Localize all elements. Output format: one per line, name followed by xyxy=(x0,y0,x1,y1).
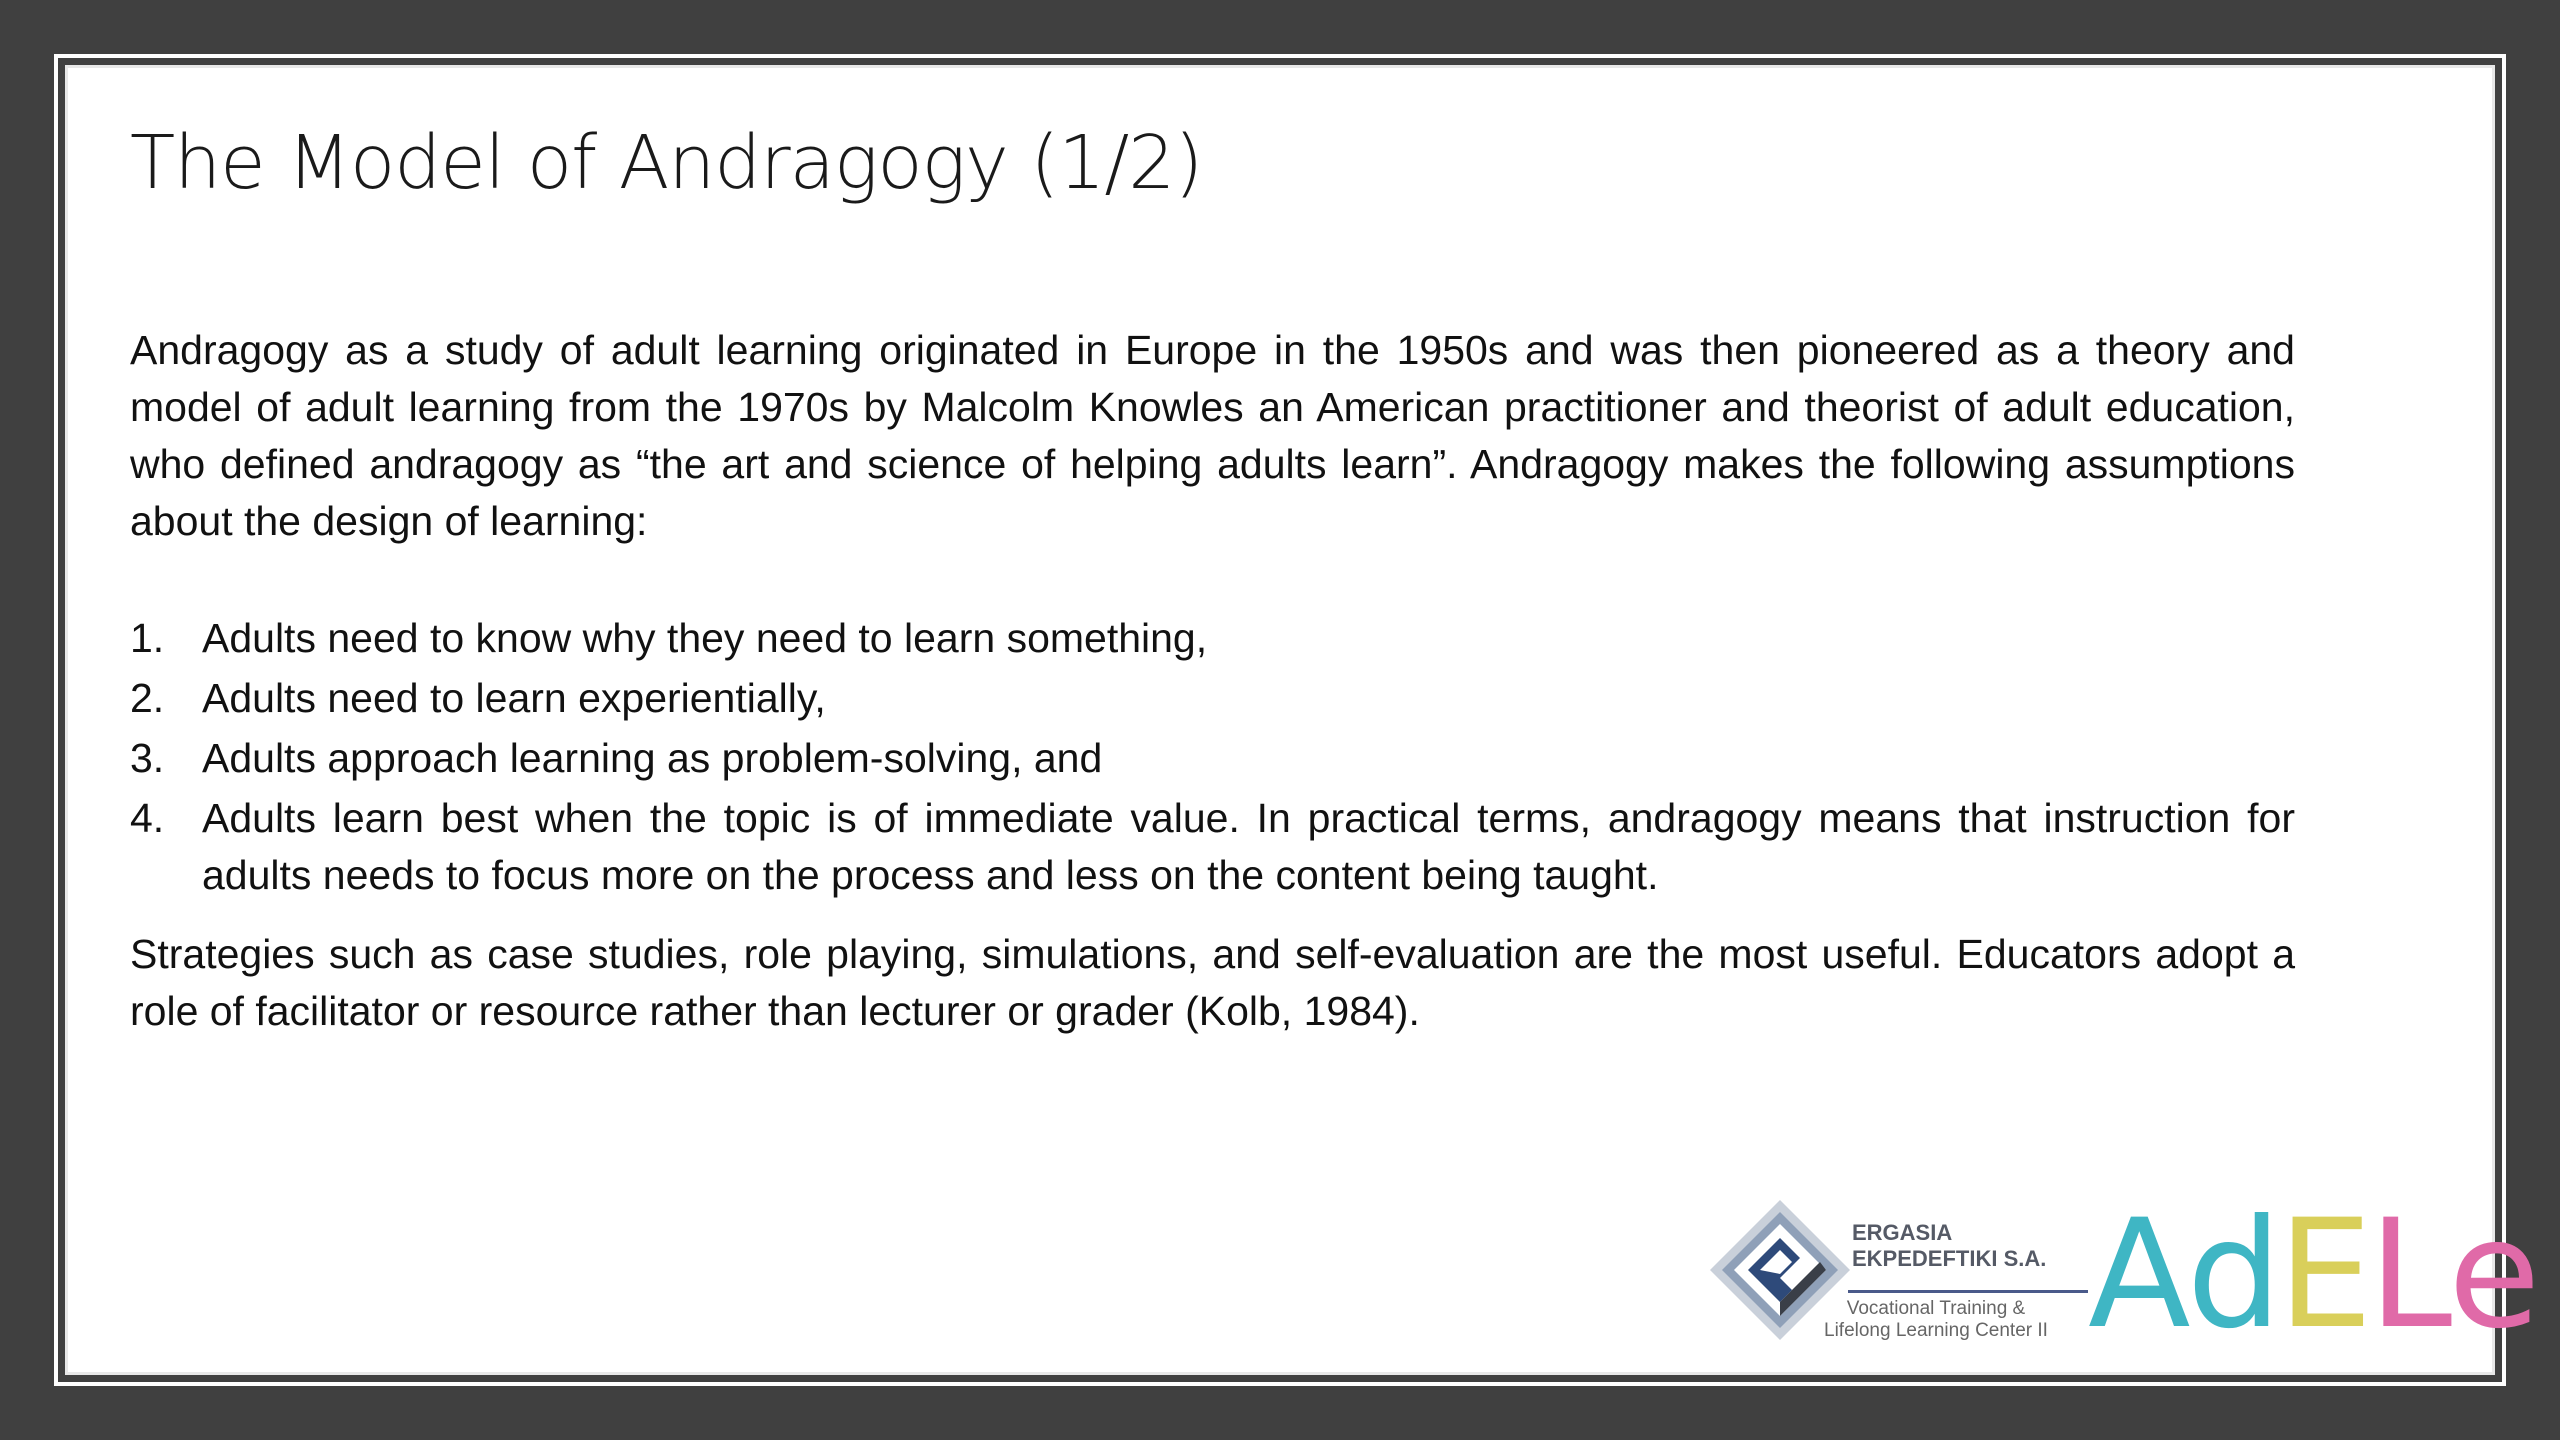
adele-letter: e xyxy=(2448,1188,2537,1362)
ergasia-tagline-line1: Vocational Training & xyxy=(1846,1298,2026,1319)
list-item-number: 2. xyxy=(130,675,165,721)
adele-letter: L xyxy=(2368,1188,2449,1362)
ergasia-name-line2: EKPEDEFTIKI S.A. xyxy=(1852,1246,2047,1271)
slide-body xyxy=(130,322,2295,1040)
ergasia-company-name xyxy=(1852,1220,2046,1272)
adele-letter: E xyxy=(2277,1188,2369,1362)
ergasia-name-line1: ERGASIA xyxy=(1852,1220,1953,1245)
closing-paragraph: Strategies such as case studies, role playing, simulations, and self-evaluation are the most useful. Educators adopt a role of facilitator or resource rather than lecturer or grader (Kolb, 1984). xyxy=(130,931,2295,1034)
intro-paragraph: Andragogy as a study of adult learning originated in Europe in the 1950s and was then pioneered as a theory and model of adult learning from the 1970s by Malcolm Knowles an American practitioner and theorist of adult education, who defined andragogy as “the art and science of helping adults learn”. Andragogy makes the following assumptions about the design of learning: xyxy=(130,327,2295,544)
list-item xyxy=(130,610,2295,667)
list-item xyxy=(130,670,2295,727)
logo-area xyxy=(1700,1188,2537,1362)
adele-letter: A xyxy=(2088,1188,2187,1362)
assumptions-list xyxy=(130,610,2295,904)
list-item-text: Adults need to know why they need to learn something, xyxy=(202,615,1208,661)
list-item-number: 4. xyxy=(130,795,165,841)
slide-title: The Model of Andragogy (1/2) xyxy=(130,120,1203,206)
ergasia-tagline-line2: Lifelong Learning Center II xyxy=(1824,1320,2048,1341)
list-item-number: 3. xyxy=(130,735,165,781)
adele-logo xyxy=(2088,1188,2537,1362)
list-item-text: Adults learn best when the topic is of immediate value. In practical terms, andragogy means that instruction for adults needs to focus more on the process and less on the content being taught. xyxy=(202,795,2295,898)
list-item xyxy=(130,730,2295,787)
list-item-text: Adults approach learning as problem-solving, and xyxy=(202,735,1103,781)
adele-letter: d xyxy=(2186,1188,2278,1362)
ergasia-tagline xyxy=(1824,1298,2048,1342)
list-item-number: 1. xyxy=(130,615,165,661)
list-item-text: Adults need to learn experientially, xyxy=(202,675,826,721)
list-item xyxy=(130,790,2295,904)
ergasia-divider xyxy=(1848,1290,2088,1293)
